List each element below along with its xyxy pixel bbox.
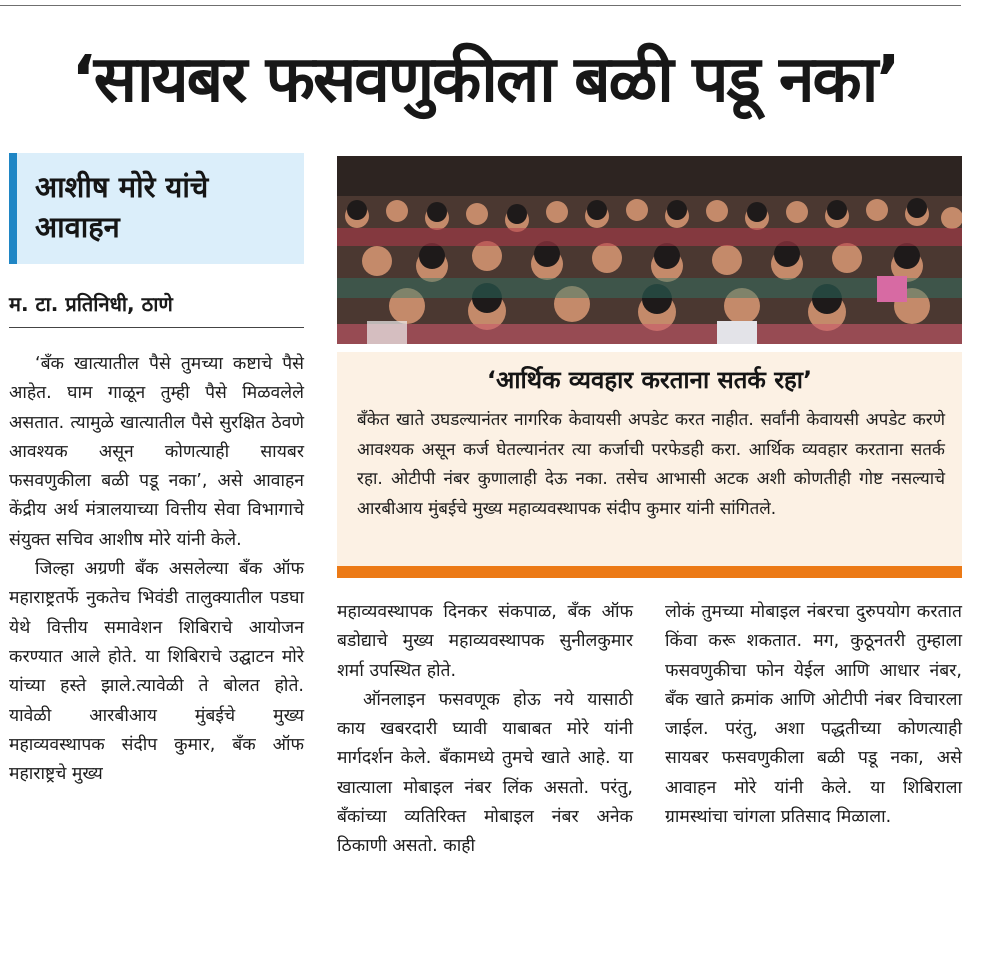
crowd-photo [337,156,962,344]
callout-box [337,352,962,578]
crowd-photo-icon [337,156,962,344]
callout-accent-bar [337,566,962,578]
article-column-2 [337,598,633,862]
subheadline-accent-bar [9,153,17,264]
paragraph: जिल्हा अग्रणी बँक असलेल्या बँक ऑफ महाराष्ट्रतर्फे नुकतेच भिवंडी तालुक्यातील पडघा येथे वित्तीय समावेशन शिबिराचे आयोजन करण्यात आले होते. या शिबिराचे उद्घाटन मोरे यांच्या हस्ते झाले.त्यावेळी ते बोलत होते. यावेळी आरबीआय मुंबईचे मुख्य महाव्यवस्थापक संदीप कुमार, बँक ऑफ महाराष्ट्रचे मुख्य [9,559,304,785]
subheadline-box [9,153,304,264]
subheadline: आशीष मोरे यांचे आवाहन [35,170,209,244]
paragraph: लोकं तुमच्या मोबाइल नंबरचा दुरुपयोग करतात किंवा करू शकतात. मग, कुठूनतरी तुम्हाला फसवणुकीचा फोन येईल आणि आधार नंबर, बँक खाते क्रमांक आणि ओटीपी नंबर विचारला जाईल. परंतु, अशा पद्धतीच्या कोणत्याही सायबर फसवणुकीला बळी पडू नका, असे आवाहन मोरे यांनी केले. या शिबिराला ग्रामस्थांचा चांगला प्रतिसाद मिळाला. [665,602,962,828]
headline: ‘सायबर फसवणुकीला बळी पडू नका’ [71,43,899,117]
article-column-1 [9,350,304,789]
paragraph: ऑनलाइन फसवणूक होऊ नये यासाठी काय खबरदारी घ्यावी याबाबत मोरे यांनी मार्गदर्शन केले. बँकामध्ये तुमचे खाते आहे. या खात्याला मोबाइल नंबर लिंक असतो. परंतु, बँकांच्या व्यतिरिक्त मोबाइल नंबर अनेक ठिकाणी असतो. काही [337,689,633,857]
callout-text: बँकेत खाते उघडल्यानंतर नागरिक केवायसी अपडेट करत नाहीत. सर्वांनी केवायसी अपडेट करणे आवश्यक असून कर्ज घेतल्यानंतर त्या कर्जाची परफेडही करा. आर्थिक व्यवहार करताना सतर्क रहा. ओटीपी नंबर कुणालाही देऊ नका. तसेच आभासी अटक अशी कोणतीही गोष्ट नसल्याचे आरबीआय मुंबईचे मुख्य महाव्यवस्थापक संदीप कुमार यांनी सांगितले. [357,410,945,519]
paragraph: ‘बँक खात्यातील पैसे तुमच्या कष्टाचे पैसे आहेत. घाम गाळून तुम्ही पैसे मिळवलेले असतात. त्यामुळे खात्यातील पैसे सुरक्षित ठेवणे आवश्यक असून कोणत्याही सायबर फसवणुकीला बळी पडू नका’, असे आवाहन केंद्रीय अर्थ मंत्रालयाच्या वित्तीय सेवा विभागाचे संयुक्त सचिव आशीष मोरे यांनी केले. [9,354,304,550]
byline: म. टा. प्रतिनिधी, ठाणे [9,292,173,316]
callout-title: ‘आर्थिक व्यवहार करताना सतर्क रहा’ [486,366,813,394]
article-column-3 [665,598,962,832]
paragraph: महाव्यवस्थापक दिनकर संकपाळ, बँक ऑफ बडोद्याचे मुख्य महाव्यवस्थापक सुनीलकुमार शर्मा उपस्थित होते. [337,602,633,681]
top-rule [0,5,961,6]
byline-rule [9,327,304,328]
